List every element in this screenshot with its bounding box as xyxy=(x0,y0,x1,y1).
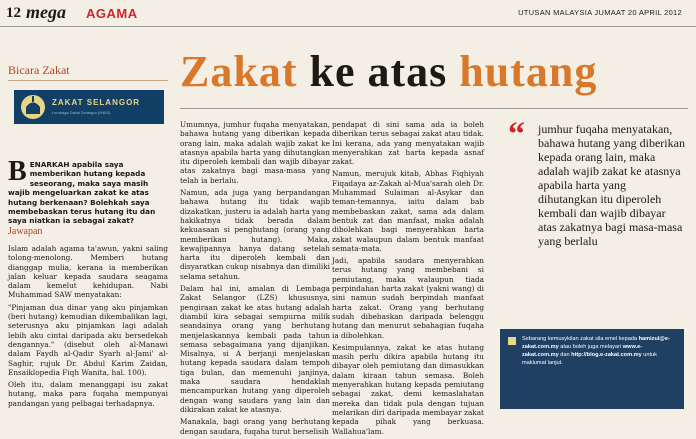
header-rule xyxy=(0,26,696,27)
reader-question xyxy=(8,156,168,226)
paragraph: Dalam hal ini, amalan di Lembaga Zakat Selangor (LZS) khususnya, pengiraan zakat ke atas hutang adalah diambil kira sebagai sempurna milik seandainya orang yang berhutang menjelaskannya kembali pada tahun semasa sebagaimana yang dijanjikan. Misalnya, si A berjanji menjelaskan hutang kepada saudara dalam tempoh tiga bulan, dan memenuhi janjinya, maka saudara hendaklah mencampurkan hutang yang diperoleh dengan wang saudara yang lain dan dikirakan zakat ke atasnya. xyxy=(180,284,330,414)
article-column-3 xyxy=(332,120,484,439)
headline xyxy=(180,46,597,97)
pull-quote: jumhur fuqaha menyatakan, bahawa hutang yang diberikan kepada orang lain, maka adalah wajib zakat ke atasnya apabila harta yang dihutangkan itu diperoleh kembali dan wajib dibayar atas zakatnya bagi masa-masa yang berlalu xyxy=(538,122,685,248)
logo-tagline: Lembaga Zakat Selangor (MAIS) xyxy=(52,110,111,115)
column-label: Bicara Zakat xyxy=(8,63,70,77)
headline-middle: ke atas xyxy=(309,47,448,96)
headline-word-zakat: Zakat xyxy=(180,47,298,96)
paragraph: pendapat di sini sama ada ia boleh diberikan terus sebagai zakat atau tidak. Ini kerana, ada yang menyatakan wajib menyerahkan zat harta kepada asnaf zakat. xyxy=(332,120,484,167)
infobox-line: Sebarang kemusykilan zakat sila emel kepada xyxy=(522,336,638,342)
blog-link[interactable]: http://blog.e-zakat.com.my xyxy=(571,352,642,358)
infobox-line: untuk maklumat lanjut. xyxy=(522,352,657,366)
infobox-line: dan xyxy=(560,352,570,358)
article-column-1 xyxy=(8,244,168,411)
subsection-name: AGAMA xyxy=(86,6,138,21)
page-header xyxy=(0,0,696,28)
infobox-text xyxy=(522,335,678,367)
bullet-square-icon xyxy=(508,337,516,345)
paragraph: Kesimpulannya, zakat ke atas hutang masih perlu dikira apabila hutang itu dibayar oleh pemiutang dan dimasukkan dalam kiraan tahun semasa. Boleh menyerahkan hutang kepada pemiutang sebagai zakat, demi kemaslahatan mereka dan tidak pula dengan tujuan melarikan diri daripada membayar zakat kepada pihak yang berkuasa. Wallahua'lam. xyxy=(332,342,484,436)
answer-label: Jawapan xyxy=(8,226,43,237)
paragraph: Islam adalah agama ta'awun, yakni saling tolong-menolong. Memberi hutang dianggap mulia, kerana ia memberikan jalan keluar kepada saudara seagama dalam kemelut kehidupan. Nabi Muhammad SAW menyatakan: xyxy=(8,244,168,300)
paragraph: Oleh itu, dalam menanggapi isu zakat hutang, maka para fuqaha mempunyai pandangan yang pelbagai terhadapnya. xyxy=(8,380,168,408)
question-text: ENARKAH apabila saya memberikan hutang kepada seseorang, maka saya masih wajib mengeluarkan zakat ke atas hutang berkenaan? Bolehkah saya membebaskan terus hutang itu dan saya niatkan ia sebagai zakat? xyxy=(8,160,156,226)
article-column-2 xyxy=(180,120,330,439)
column-label-rule xyxy=(8,80,168,81)
paragraph: Manakala, bagi orang yang berhutang dengan saudara, fuqaha turut berselisih xyxy=(180,417,330,436)
contact-infobox xyxy=(500,329,684,409)
contact-email-link[interactable]: hamizul@e-zakat.com.my xyxy=(522,336,670,350)
paragraph: Jadi, apabila saudara menyerahkan terus hutang yang membebani si pemiutang, maka walaupun tiada perpindahan harta zakat (yakni wang) di sini namun sudah berpindah manfaat harta zakat. Orang yang berhutang sudah dibebaskan daripada belenggu hutang dan menurut sebahagian fuqaha ia dibolehkan. xyxy=(332,256,484,340)
dateline: UTUSAN MALAYSIA JUMAAT 20 APRIL 2012 xyxy=(518,8,682,17)
headline-rule xyxy=(180,108,688,109)
page-number: 12 xyxy=(6,5,21,21)
zakat-selangor-logo xyxy=(14,90,164,124)
infobox-line: atau boleh juga melayari xyxy=(560,344,622,350)
paragraph: Namun, merujuk kitab, Abhas Fiqhiyah Fiqadaya az-Zakah al-Mua'sarah oleh Dr. Muhammad Sulaiman al-Asykar dan teman-temannya, iaitu dalam bab membebaskan zakat, sama ada dalam bentuk zat dan manfaat, maka adalah dibolehkan bagi menyerahkan harta zakat walaupun dalam bentuk manfaat semata-mata. xyxy=(332,169,484,253)
mosque-emblem-icon xyxy=(20,94,46,120)
paragraph: Umumnya, jumhur fuqaha menyatakan, bahawa hutang yang diberikan kepada orang lain, maka adalah wajib zakat ke atasnya apabila harta yang dihutangkan itu diperoleh kembali dan wajib dibayar atas zakatnya bagi masa-masa yang telah ia berlalu. xyxy=(180,120,330,185)
quote-mark-icon: “ xyxy=(508,116,525,153)
section-name: mega xyxy=(26,2,66,22)
paragraph: "Pinjaman dua dinar yang aku pinjamkan (beri hutang) kemudian dikembalikan lagi, seterusnya aku pinjamkan lagi adalah lebih aku cintai daripada aku bersedekah dengannya." (disebut oleh al-Manawi dalam Faydh al-Qadir Syarh al-Jami' al-Saghir, rujuk Dr. Abdul Karim Zaidan, Ensaiklopedia Fiqh Wanita, hal. 100). xyxy=(8,302,168,377)
paragraph: Namun, ada juga yang berpandangan bahawa hutang itu tidak wajib dizakatkan, justeru ia adalah harta yang hakikatnya tidak berada dalam kekuasaan si penghutang (orang yang memberikan hutang). Maka, kewajipannya hanya datang setelah harta itu diperoleh kembali dan disyaratkan cukup nisabnya dan dimiliki selama setahun. xyxy=(180,188,330,281)
logo-name: ZAKAT SELANGOR xyxy=(52,98,141,107)
headline-word-hutang: hutang xyxy=(459,47,598,96)
question-dropcap: B xyxy=(8,156,27,187)
website-link[interactable]: www.e-zakat.com.my xyxy=(522,344,643,358)
